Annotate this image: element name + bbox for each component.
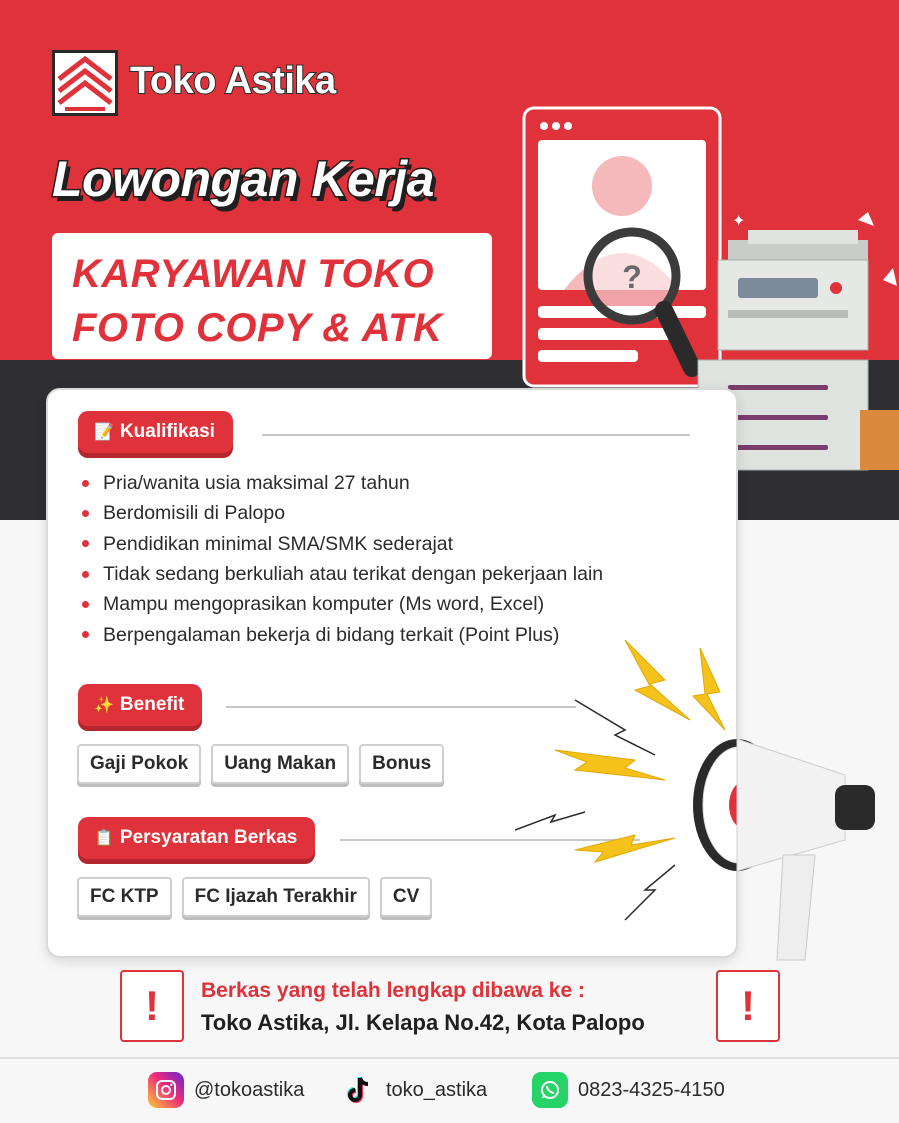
svg-text:?: ? <box>622 259 642 295</box>
notice-line-1: Berkas yang telah lengkap dibawa ke : <box>201 979 585 1002</box>
benefit-header <box>78 684 202 726</box>
bullet <box>82 631 89 638</box>
documents-chips <box>77 877 432 917</box>
footer-divider <box>0 1057 899 1059</box>
bullet <box>82 540 89 547</box>
bullet <box>82 480 89 487</box>
tiktok-contact[interactable] <box>340 1072 487 1108</box>
divider <box>262 434 690 436</box>
benefit-chip: Bonus <box>359 744 444 784</box>
documents-label: Persyaratan Berkas <box>119 827 298 848</box>
tiktok-handle: toko_astika <box>386 1078 488 1101</box>
job-title-line-2: FOTO COPY & ATK <box>72 306 443 350</box>
exclamation-icon: ! <box>716 970 780 1042</box>
tiktok-icon <box>340 1072 376 1108</box>
instagram-icon <box>148 1072 184 1108</box>
notice-text <box>201 976 645 1040</box>
megaphone-illustration <box>515 640 895 970</box>
list-item-text: Berdomisili di Palopo <box>103 502 286 525</box>
list-item-text: Berpengalaman bekerja di bidang terkait (Point Plus) <box>103 623 560 646</box>
qualification-list <box>82 468 603 650</box>
list-item <box>82 468 603 498</box>
qualification-label: Kualifikasi <box>119 421 215 442</box>
list-item <box>82 529 603 559</box>
list-item-text: Pria/wanita usia maksimal 27 tahun <box>103 472 410 495</box>
list-item-text: Tidak sedang berkuliah atau terikat dengan pekerjaan lain <box>103 563 604 586</box>
whatsapp-icon <box>532 1072 568 1108</box>
whatsapp-contact[interactable] <box>532 1072 725 1108</box>
bullet <box>82 571 89 578</box>
submission-notice <box>120 970 782 1042</box>
document-chip: FC KTP <box>77 877 172 917</box>
brand-logo <box>52 50 118 116</box>
list-item <box>82 589 603 619</box>
brand-name: Toko Astika <box>130 60 336 102</box>
headline: Lowongan Kerja <box>52 151 434 207</box>
benefit-chips <box>77 744 444 784</box>
bullet <box>82 510 89 517</box>
house-stripes-icon <box>55 53 115 113</box>
instagram-contact[interactable] <box>148 1072 304 1108</box>
list-item-text: Mampu mengoprasikan komputer (Ms word, Excel) <box>103 593 545 616</box>
exclamation-icon: ! <box>120 970 184 1042</box>
sparkles-icon: ✨ <box>94 697 114 714</box>
benefit-chip: Uang Makan <box>211 744 349 784</box>
list-item <box>82 498 603 528</box>
notice-line-2: Toko Astika, Jl. Kelapa No.42, Kota Palopo <box>201 1010 645 1035</box>
list-item <box>82 559 603 589</box>
whatsapp-number: 0823-4325-4150 <box>578 1078 725 1101</box>
list-item-text: Pendidikan minimal SMA/SMK sederajat <box>103 532 454 555</box>
benefit-chip: Gaji Pokok <box>77 744 201 784</box>
document-chip: FC Ijazah Terakhir <box>182 877 370 917</box>
svg-text:✦: ✦ <box>732 211 746 230</box>
qualification-header <box>78 411 233 453</box>
memo-icon: 📝 <box>94 424 114 441</box>
clipboard-icon: 📋 <box>94 830 114 847</box>
document-chip: CV <box>380 877 432 917</box>
documents-header <box>78 817 315 859</box>
bullet <box>82 601 89 608</box>
job-title-line-1: KARYAWAN TOKO <box>72 252 435 296</box>
job-title-box <box>52 233 492 359</box>
benefit-label: Benefit <box>119 694 185 715</box>
instagram-handle: @tokoastika <box>194 1078 305 1101</box>
